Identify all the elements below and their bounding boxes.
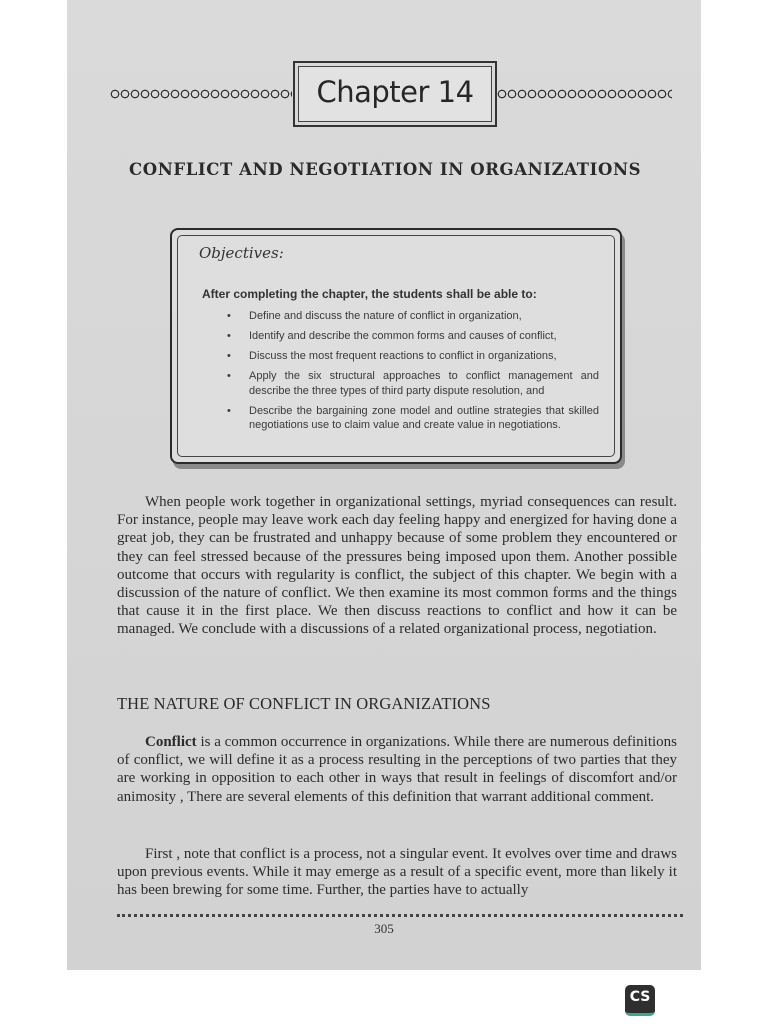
bullet-icon: • — [227, 370, 231, 382]
objective-item: • Define and discuss the nature of conflict in organization, — [227, 310, 522, 322]
decorative-chain-left — [110, 88, 292, 100]
bullet-icon: • — [227, 350, 231, 362]
document-page — [67, 0, 701, 970]
intro-paragraph: When people work together in organizational settings, myriad consequences can result. For instance, people may leave work each day feeling happy and energized for having done a great job, they can be frustrated and unhappy because of some problem they encountered or they can feel stressed because of the pressures being imposed upon them. Another possible outcome that occurs with regularity is conflict, the subject of this chapter. We begin with a discussion of the nature of conflict. We then examine its most common forms and the things that cause it in the first place. We then discuss reactions to conflict and how it can be managed. We conclude with a discussions of a related organizational process, negotiation. — [117, 494, 677, 638]
objectives-title: Objectives: — [199, 244, 284, 262]
body-paragraph: First , note that conflict is a process, not a singular event. It evolves over time and draws upon previous events. While it may emerge as a result of a specific event, more than likely it has been brewing for some time. Further, the parties have to actually — [117, 846, 677, 899]
footer-dotted-rule — [117, 910, 683, 917]
bullet-icon: • — [227, 404, 231, 417]
section-heading: THE NATURE OF CONFLICT IN ORGANIZATIONS — [117, 694, 491, 713]
chapter-title: Chapter 14 — [316, 75, 474, 109]
objectives-list — [227, 309, 599, 438]
objective-item: • Describe the bargaining zone model and outline strategies that skilled negotiations use to claim value and create value in negotiations. — [227, 404, 599, 431]
defined-term: Conflict — [145, 734, 197, 750]
objective-item: • Discuss the most frequent reactions to conflict in organizations, — [227, 350, 557, 362]
objective-item: • Apply the six structural approaches to conflict management and describe the three types of third party dispute resolution, and — [227, 370, 599, 397]
definition-paragraph — [117, 733, 677, 806]
decorative-chain-right — [497, 88, 672, 100]
camscanner-logo-icon: CS — [625, 985, 655, 1016]
chapter-banner — [67, 55, 701, 135]
bullet-icon: • — [227, 330, 231, 342]
objective-item: • Identify and describe the common forms and causes of conflict, — [227, 330, 557, 342]
objectives-intro: After completing the chapter, the students shall be able to: — [202, 287, 537, 301]
objectives-box — [170, 228, 622, 464]
chapter-heading: CONFLICT AND NEGOTIATION IN ORGANIZATIONS — [129, 160, 642, 179]
bullet-icon: • — [227, 310, 231, 322]
page-number: 305 — [374, 921, 394, 936]
chapter-title-frame — [293, 61, 497, 127]
definition-text: is a common occurrence in organizations. While there are numerous definitions of conflict, we will define it as a process resulting in the perceptions of two parties that they are working in opposition to each other in ways that result in feelings of discomfort and/or animosity , There are several elements of this definition that warrant additional comment. — [117, 734, 677, 805]
